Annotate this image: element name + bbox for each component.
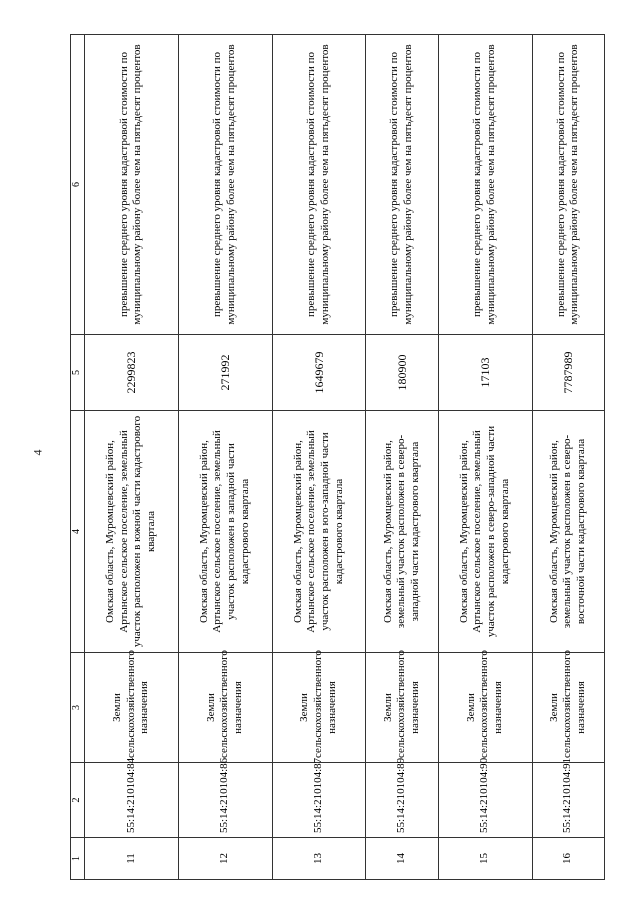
cadastral-number: 55:14:210104:90 [438, 763, 532, 838]
land-category: Земли сельскохозяйственного назначения [85, 653, 179, 763]
row-number: 13 [272, 838, 366, 880]
column-header: 2 [71, 763, 85, 838]
cadastral-number: 55:14:210104:89 [366, 763, 438, 838]
rotated-table-container [70, 35, 605, 880]
location: Омская область, Муромцевский район, земельный участок расположен в северо-восточной части кадастрового квартала [532, 411, 604, 653]
location: Омская область, Муромцевский район, Артынское сельское поселение, земельный участок расположен в северо-западной части кадастрового квартала [438, 411, 532, 653]
location: Омская область, Муромцевский район, земельный участок расположен в северо-западной части кадастрового квартала [366, 411, 438, 653]
reason: превышение среднего уровня кадастровой стоимости по муниципальному району более чем на пятьдесят процентов [272, 35, 366, 335]
land-category: Земли сельскохозяйственного назначения [366, 653, 438, 763]
cadastral-value: 17103 [438, 335, 532, 411]
table-row [532, 35, 604, 880]
column-header: 4 [71, 411, 85, 653]
column-header: 6 [71, 35, 85, 335]
row-number: 12 [178, 838, 272, 880]
table-row [272, 35, 366, 880]
row-number: 14 [366, 838, 438, 880]
cadastral-number: 55:14:210104:91 [532, 763, 604, 838]
column-header: 1 [71, 838, 85, 880]
row-number: 11 [85, 838, 179, 880]
table-row [85, 35, 179, 880]
location: Омская область, Муромцевский район, Артынское сельское поселение, земельный участок расположен в южной части кадастрового квартала [85, 411, 179, 653]
cadastral-table [70, 34, 605, 880]
table-row [366, 35, 438, 880]
header-row [71, 35, 85, 880]
cadastral-value: 180900 [366, 335, 438, 411]
reason: превышение среднего уровня кадастровой стоимости по муниципальному району более чем на пятьдесят процентов [178, 35, 272, 335]
cadastral-number: 55:14:210104:87 [272, 763, 366, 838]
land-category: Земли сельскохозяйственного назначения [272, 653, 366, 763]
location: Омская область, Муромцевский район, Артынское сельское поселение, земельный участок расположен в западной части кадастрового квартала [178, 411, 272, 653]
page-number: 4 [30, 449, 45, 456]
cadastral-value: 7787989 [532, 335, 604, 411]
row-number: 16 [532, 838, 604, 880]
reason: превышение среднего уровня кадастровой стоимости по муниципальному району более чем на пятьдесят процентов [532, 35, 604, 335]
column-header: 5 [71, 335, 85, 411]
land-category: Земли сельскохозяйственного назначения [178, 653, 272, 763]
reason: превышение среднего уровня кадастровой стоимости по муниципальному району более чем на пятьдесят процентов [366, 35, 438, 335]
table-row [438, 35, 532, 880]
cadastral-value: 271992 [178, 335, 272, 411]
land-category: Земли сельскохозяйственного назначения [532, 653, 604, 763]
cadastral-value: 2299823 [85, 335, 179, 411]
cadastral-value: 1649679 [272, 335, 366, 411]
reason: превышение среднего уровня кадастровой стоимости по муниципальному району более чем на пятьдесят процентов [85, 35, 179, 335]
row-number: 15 [438, 838, 532, 880]
reason: превышение среднего уровня кадастровой стоимости по муниципальному району более чем на пятьдесят процентов [438, 35, 532, 335]
cadastral-number: 55:14:210104:86 [178, 763, 272, 838]
cadastral-number: 55:14:210104:84 [85, 763, 179, 838]
table-row [178, 35, 272, 880]
land-category: Земли сельскохозяйственного назначения [438, 653, 532, 763]
location: Омская область, Муромцевский район, Артынское сельское поселение, земельный участок расположен в юго-западной части кадастрового квартала [272, 411, 366, 653]
column-header: 3 [71, 653, 85, 763]
